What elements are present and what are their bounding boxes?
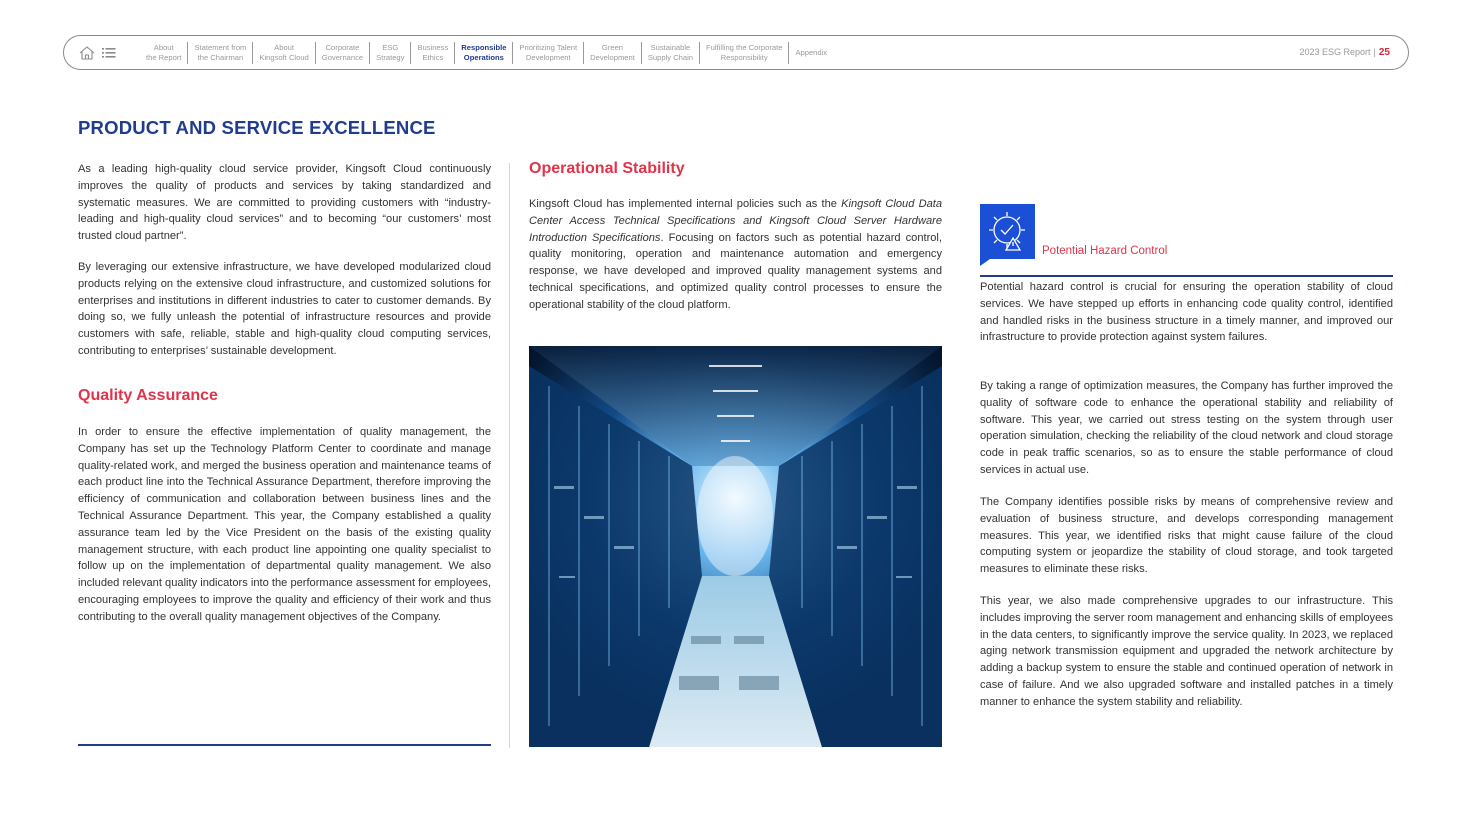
hazard-paragraph-2: By taking a range of optimization measures, the Company has further improved the quality of software code to enhance the operational stability and reliability of software. This year, we carried out stress testing on the system through user operation simulation, checking the reliability of the cloud network and cloud storage code in peak traffic scenarios, so as to ensure the stable performance of cloud services in actual use.: [980, 380, 1393, 476]
report-label: 2023 ESG Report: [1299, 47, 1371, 57]
operational-rest-text: . Focusing on factors such as potential hazard control, quality monitoring, operation and maintenance automation and emergency response, we have developed and improved quality management systems and technical specifications, and optimized quality control processes to ensure the operational stability of the cloud platform.: [529, 231, 942, 311]
hazard-paragraph-3: The Company identifies possible risks by means of comprehensive review and evaluation of business structure, and develops corresponding management measures. This year, we identified risks that might cause failure of the cloud computing system or jeopardize the stability of cloud storage, and took targeted measures to eliminate these risks.: [980, 496, 1393, 576]
column-divider: [509, 163, 510, 748]
operational-stability-title: Operational Stability: [529, 160, 685, 177]
nav-item[interactable]: About Kingsoft Cloud: [253, 42, 315, 64]
intro-paragraph-2: By leveraging our extensive infrastructure, we have developed modularized cloud products relying on the extensive cloud infrastructure, and customized solutions for enterprises and institutions in different industries to cater to customer demands. By doing so, we fully unleash the potential of infrastructure resources and provide customers with safe, reliable, stable and high-quality cloud computing services, contributing to enterprises’ sustainable development.: [78, 261, 491, 357]
quality-assurance-paragraph: In order to ensure the effective implementation of quality management, the Company has set up the Technology Platform Center to coordinate and manage quality-related work, and merged the business operation and maintenance teams of each product line into the Technical Assurance Department, therefore improving the efficiency of communication and collaboration between business lines and the Technical Assurance Department. This year, the Company established a quality assurance team led by the Vice President on the basis of the existing quality management structure, with each product line appointing one quality specialist to follow up on the implementation of departmental quality management. We also included relevant quality indicators into the performance assessment for employees, encouraging employees to improve the quality and efficiency of their work and thus contributing to the overall quality management objectives of the Company.: [78, 426, 491, 623]
nav-item[interactable]: Responsible Operations: [455, 42, 513, 64]
nav-item[interactable]: Sustainable Supply Chain: [642, 42, 700, 64]
nav-items: [140, 36, 833, 69]
nav-item[interactable]: Green Development: [584, 42, 642, 64]
data-center-image: [529, 346, 942, 747]
page-number: 25: [1378, 47, 1390, 58]
nav-item[interactable]: Appendix: [795, 47, 828, 57]
operational-intro-text: Kingsoft Cloud has implemented internal policies such as the: [529, 198, 842, 210]
page-indicator: [1299, 47, 1390, 58]
nav-item[interactable]: Statement from the Chairman: [188, 42, 253, 64]
hazard-paragraph-4: This year, we also made comprehensive upgrades to our infrastructure. This includes improving the server room management and enhancing skills of employees in the data centers, to significantly improve the service quality. In 2023, we replaced aging network transmission equipment and upgraded the network architecture by adding a backup system to ensure the stable and continued operation of network in case of failure. And we also upgraded software and installed patches in a timely manner to enhance the system stability and reliability.: [980, 595, 1393, 708]
hazard-rule: [980, 275, 1393, 277]
page-title: PRODUCT AND SERVICE EXCELLENCE: [78, 117, 436, 138]
left-column-rule: [78, 744, 491, 746]
nav-item[interactable]: Fulfilling the Corporate Responsibility: [700, 42, 789, 64]
nav-icons: [64, 45, 140, 61]
hazard-paragraph-1: Potential hazard control is crucial for ensuring the operation stability of cloud services. We have stepped up efforts in enhancing code quality control, identified and handled risks in the business structure in a timely manner, and improved our infrastructure to provide protection against system failures.: [980, 281, 1393, 344]
page-separator: |: [1373, 47, 1376, 57]
operational-stability-paragraph: [529, 196, 942, 314]
nav-item[interactable]: Business Ethics: [411, 42, 455, 64]
quality-assurance-title: Quality Assurance: [78, 387, 218, 404]
nav-item[interactable]: About the Report: [140, 42, 188, 64]
policy-names: Kingsoft Cloud Data Center Access Technical Specifications and Kingsoft Cloud Server Hardware Introduction Specifications: [529, 198, 943, 244]
hazard-control-label: Potential Hazard Control: [1042, 245, 1168, 257]
nav-item[interactable]: Prioritizing Talent Development: [513, 42, 584, 64]
hazard-control-icon: [980, 204, 1035, 259]
top-navigation: [63, 35, 1409, 70]
nav-item[interactable]: Corporate Governance: [316, 42, 370, 64]
intro-paragraph-1: As a leading high-quality cloud service provider, Kingsoft Cloud continuously improves the quality of products and services by taking standardized and systematic measures. We are committed to providing customers with “industry-leading and high-quality cloud services” and to becoming “our customers’ most trusted cloud partner”.: [78, 163, 491, 243]
home-icon[interactable]: [78, 45, 96, 61]
nav-item[interactable]: ESG Strategy: [370, 42, 411, 64]
list-menu-icon[interactable]: [102, 47, 116, 59]
